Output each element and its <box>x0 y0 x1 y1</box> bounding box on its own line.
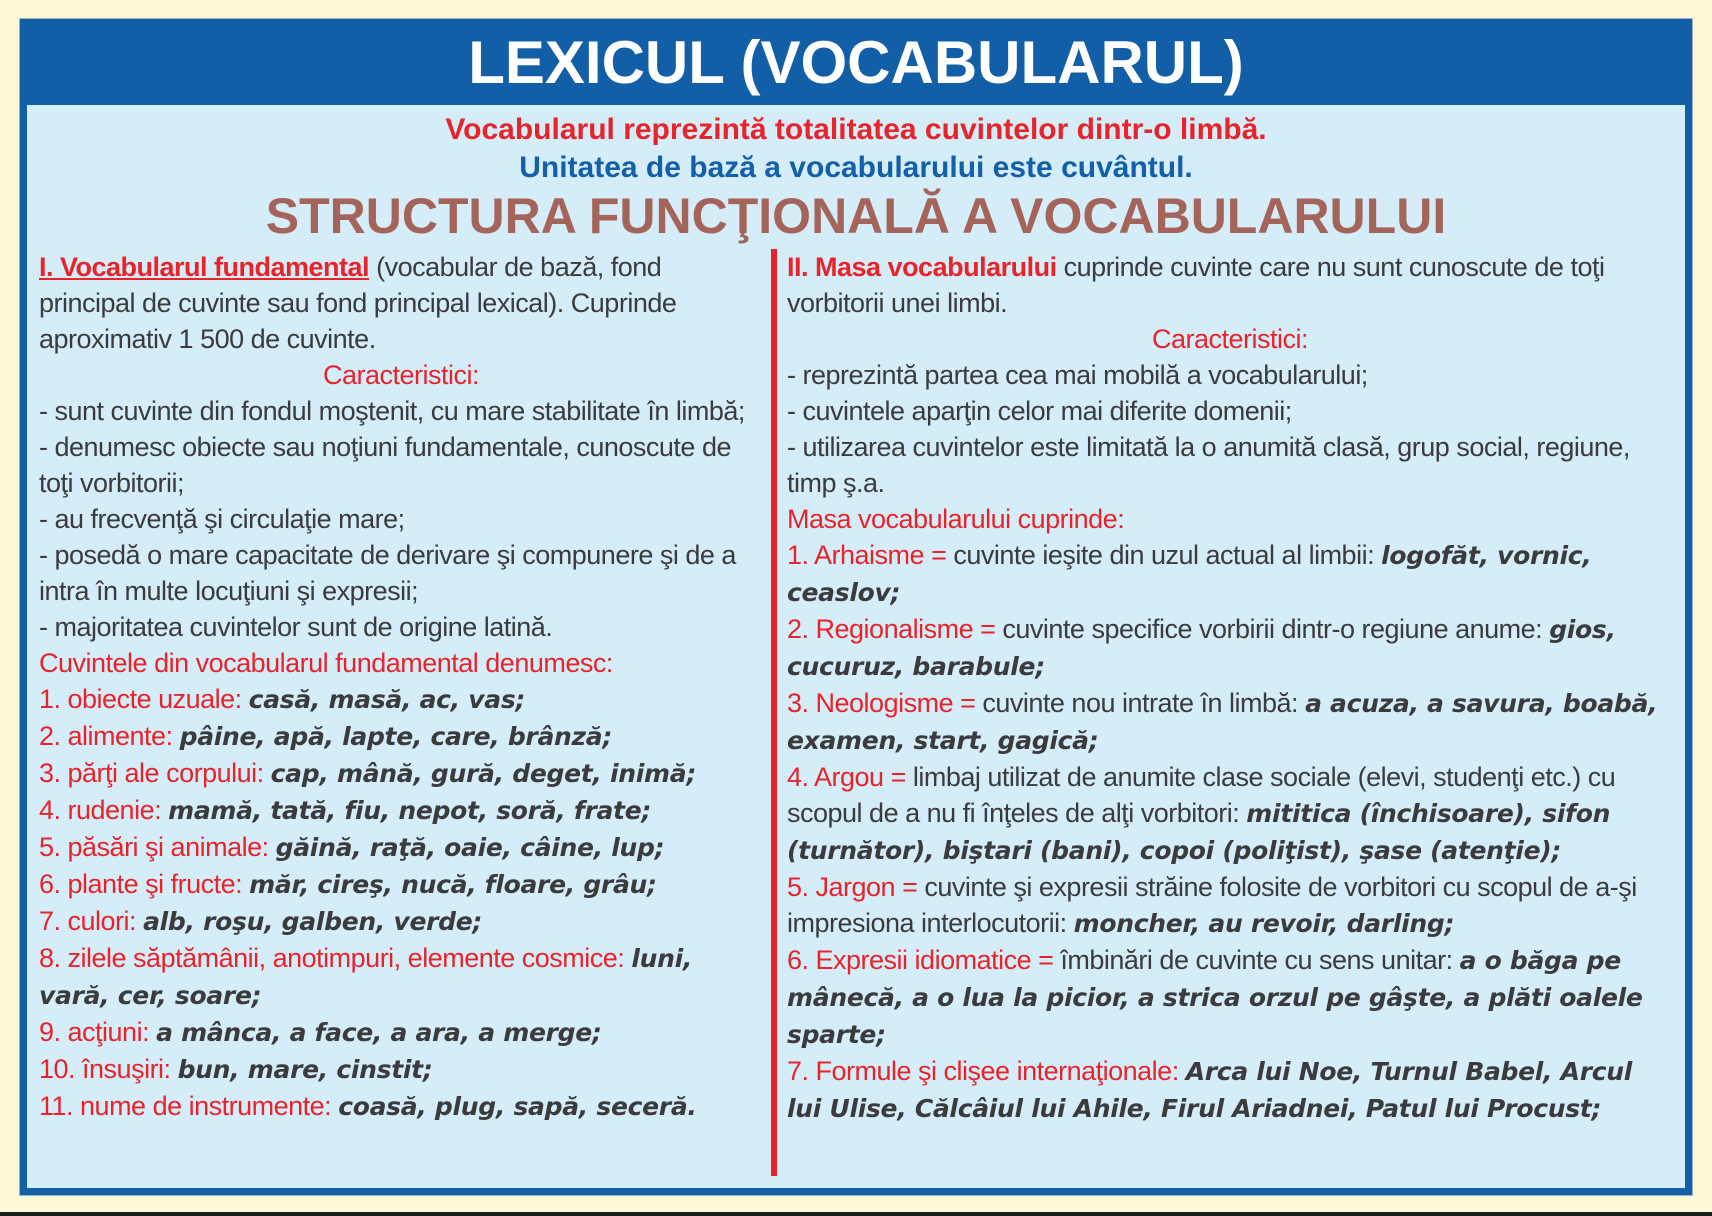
item-definition: cuvinte nou intrate în limbă: <box>982 688 1299 718</box>
item-label: 2. Regionalisme = <box>787 614 996 644</box>
characteristic-item: - sunt cuvinte din fondul moştenit, cu mare stabilitate în limbă; <box>39 396 745 426</box>
vocab-item <box>39 718 763 755</box>
item-label: 9. acţiuni: <box>39 1017 150 1047</box>
item-examples: mamă, tată, fiu, nepot, soră, frate; <box>168 796 652 825</box>
item-label: 3. părţi ale corpului: <box>39 758 264 788</box>
fundamental-section-intro: (vocabular de bază, fond principal de cuvinte sau fond principal lexical). Cuprinde aproximativ 1 500 de cuvinte. <box>39 252 677 354</box>
poster-header <box>20 19 1692 105</box>
item-definition: îmbinări de cuvinte cu sens unitar: <box>1060 945 1453 975</box>
item-examples: gios, cucuruz, barabule; <box>787 615 1616 681</box>
item-label: 4. Argou = <box>787 762 906 792</box>
vocab-item <box>39 1014 763 1051</box>
masa-intro-paragraph <box>787 249 1673 321</box>
item-definition: cuvinte ieşite din uzul actual al limbii: <box>953 540 1375 570</box>
item-label: 7. culori: <box>39 906 137 936</box>
characteristic-item: - denumesc obiecte sau noţiuni fundamentale, cunoscute de toţi vorbitorii; <box>39 432 731 498</box>
item-label: 7. Formule şi clişee internaţionale: <box>787 1056 1179 1086</box>
item-label: 3. Neologisme = <box>787 688 976 718</box>
masa-item <box>787 869 1673 942</box>
vocab-item <box>39 829 763 866</box>
vocab-item <box>39 866 763 903</box>
fundamental-intro-paragraph <box>39 249 763 357</box>
characteristic-item: - cuvintele aparţin celor mai diferite domenii; <box>787 396 1292 426</box>
characteristic-item: - au frecvenţă şi circulaţie mare; <box>39 504 405 534</box>
left-column <box>39 249 769 1176</box>
item-examples: Arca lui Noe, Turnul Babel, Arcul lui Ulise, Călcâiul lui Ahile, Firul Ariadnei, Patul lui Procust; <box>787 1057 1633 1123</box>
vocab-item <box>39 903 763 940</box>
masa-item <box>787 759 1673 869</box>
characteristic-item: - posedă o mare capacitate de derivare şi compunere şi de a intra în multe locuţiuni şi expresii; <box>39 540 736 606</box>
scan-edge-line <box>0 1212 1712 1216</box>
item-examples: alb, roşu, galben, verde; <box>143 907 483 936</box>
item-examples: a o băga pe mânecă, a o lua la picior, a strica orzul pe gâşte, a plăti oalele sparte; <box>787 946 1643 1049</box>
item-definition: cuvinte specifice vorbirii dintr-o regiune anume: <box>1002 614 1543 644</box>
item-examples: bun, mare, cinstit; <box>177 1055 433 1084</box>
item-examples: cap, mână, gură, deget, inimă; <box>270 759 697 788</box>
columns <box>39 249 1673 1176</box>
right-characteristics-title: Caracteristici: <box>1151 324 1309 354</box>
item-definition: limbaj utilizat de anumite clase sociale (elevi, studenţi etc.) cu scopul de a nu fi înţeles de alţi vorbitori: <box>787 762 1616 828</box>
masa-item <box>787 1053 1673 1127</box>
item-definition: cuvinte şi expresii străine folosite de vorbitori cu scopul de a-şi impresiona interlocutorii: <box>787 872 1637 938</box>
characteristic-item: - majoritatea cuvintelor sunt de origine latină. <box>39 612 553 642</box>
vocab-item <box>39 755 763 792</box>
item-examples: moncher, au revoir, darling; <box>1073 909 1455 938</box>
item-label: 10. însuşiri: <box>39 1054 171 1084</box>
fundamental-section-title: I. Vocabularul fundamental <box>39 252 370 282</box>
item-label: 11. nume de instrumente: <box>39 1091 332 1121</box>
item-label: 6. plante şi fructe: <box>39 869 243 899</box>
characteristic-item: - reprezintă partea cea mai mobilă a vocabularului; <box>787 360 1368 390</box>
vocab-item <box>39 792 763 829</box>
item-examples: pâine, apă, lapte, care, brânză; <box>179 722 613 751</box>
item-examples: logofăt, vornic, ceaslov; <box>787 541 1592 607</box>
vocab-item <box>39 940 763 1014</box>
poster-title: LEXICUL (VOCABULARUL) <box>468 28 1244 96</box>
item-label: 8. zilele săptămânii, anotimpuri, elemente cosmice: <box>39 943 625 973</box>
item-examples: coasă, plug, sapă, seceră. <box>338 1092 697 1121</box>
intro-definition: Vocabularul reprezintă totalitatea cuvintelor dintr-o limbă. <box>445 113 1267 146</box>
item-examples: luni, vară, cer, soare; <box>39 944 693 1010</box>
item-examples: casă, masă, ac, vas; <box>248 685 526 714</box>
left-characteristics-title: Caracteristici: <box>322 360 480 390</box>
vocab-item <box>39 1051 763 1088</box>
item-examples: a mânca, a face, a ara, a merge; <box>156 1018 602 1047</box>
item-examples: a acuza, a savura, boabă, examen, start, gagică; <box>787 689 1658 755</box>
intro-unit: Unitatea de bază a vocabularului este cuvântul. <box>519 151 1193 184</box>
item-label: 4. rudenie: <box>39 795 162 825</box>
masa-section-intro: cuprinde cuvinte care nu sunt cunoscute de toţi vorbitorii unei limbi. <box>787 252 1605 318</box>
item-label: 5. păsări şi animale: <box>39 832 269 862</box>
poster-frame <box>20 19 1692 1195</box>
section-heading: STRUCTURA FUNCŢIONALĂ A VOCABULARULUI <box>265 188 1447 244</box>
item-examples: găină, raţă, oaie, câine, lup; <box>275 833 665 862</box>
vocab-item <box>39 681 763 718</box>
right-column <box>777 249 1673 1176</box>
masa-section-title: II. Masa vocabularului <box>787 252 1057 282</box>
item-label: 2. alimente: <box>39 721 173 751</box>
masa-item <box>787 942 1673 1053</box>
content-area <box>27 105 1685 1188</box>
masa-item <box>787 685 1673 759</box>
item-examples: mititica (închisoare), sifon (turnător), biştari (bani), copoi (poliţist), şase (atenţie); <box>787 799 1611 865</box>
left-list-title: Cuvintele din vocabularul fundamental denumesc: <box>39 648 613 678</box>
masa-item <box>787 611 1673 685</box>
item-label: 1. Arhaisme = <box>787 540 947 570</box>
item-label: 5. Jargon = <box>787 872 918 902</box>
item-label: 1. obiecte uzuale: <box>39 684 242 714</box>
characteristic-item: - utilizarea cuvintelor este limitată la o anumită clasă, grup social, regiune, timp ş.a. <box>787 432 1630 498</box>
right-list-title: Masa vocabularului cuprinde: <box>787 504 1125 534</box>
item-examples: măr, cireş, nucă, floare, grâu; <box>249 870 657 899</box>
masa-item <box>787 537 1673 611</box>
vocab-item <box>39 1088 763 1125</box>
item-label: 6. Expresii idiomatice = <box>787 945 1054 975</box>
